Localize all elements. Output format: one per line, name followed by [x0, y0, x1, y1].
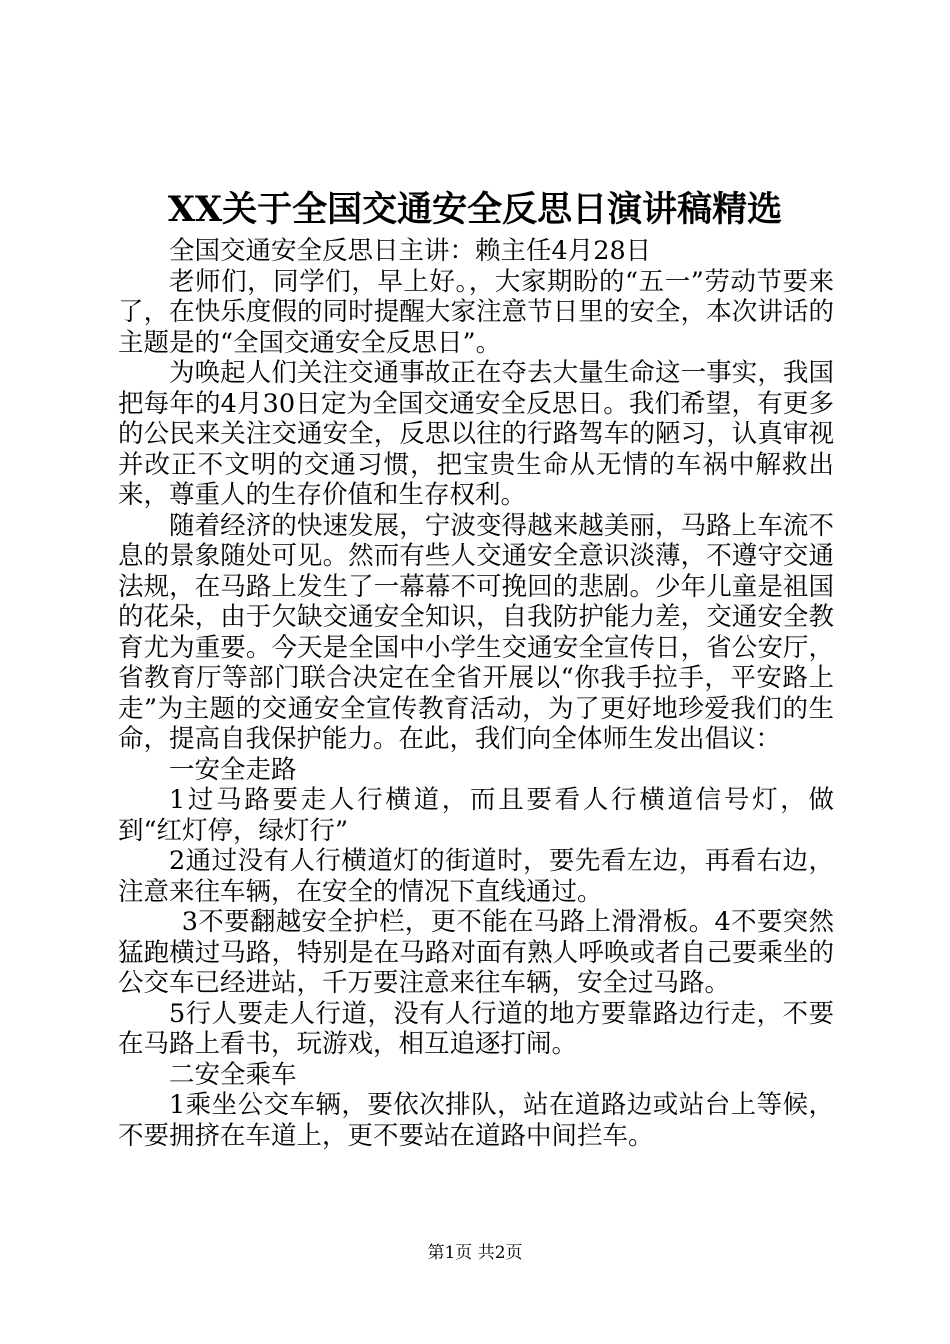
page-footer: 第1页 共2页: [427, 1243, 523, 1263]
section-heading-walking: 一安全走路: [169, 754, 297, 785]
riding-item-1: 1乘坐公交车辆，要依次排队，站在道路边或站台上等候，不要拥挤在车道上，更不要站在道路中间拦车。: [118, 1090, 834, 1151]
paragraph-background: 随着经济的快速发展，宁波变得越来越美丽，马路上车流不息的景象随处可见。然而有些人交通安全意识淡薄，不遵守交通法规，在马路上发生了一幕幕不可挽回的悲剧。少年儿童是祖国的花朵，由于欠缺交通安全知识，自我防护能力差，交通安全教育尤为重要。今天是全国中小学生交通安全宣传日，省公安厅，省教育厅等部门联合决定在全省开展以“你我手拉手，平安路上走”为主题的交通安全宣传教育活动，为了更好地珍爱我们的生命，提高自我保护能力。在此，我们向全体师生发出倡议：: [118, 510, 834, 754]
paragraph-greeting: 老师们，同学们，早上好。，大家期盼的“五一”劳动节要来了，在快乐度假的同时提醒大家注意节日里的安全，本次讲话的主题是的“全国交通安全反思日”。: [118, 266, 834, 358]
walking-item-2: 2通过没有人行横道灯的街道时，要先看左边，再看右边，注意来往车辆，在安全的情况下直线通过。: [118, 846, 834, 907]
walking-item-3-4: 3不要翻越安全护栏，更不能在马路上滑滑板。4不要突然猛跑横过马路，特别是在马路对面有熟人呼唤或者自己要乘坐的公交车已经进站，千万要注意来往车辆，安全过马路。: [118, 907, 834, 998]
walking-item-5: 5行人要走人行道，没有人行道的地方要靠路边行走，不要在马路上看书，玩游戏，相互追逐打闹。: [118, 998, 834, 1059]
paragraph-purpose: 为唤起人们关注交通事故正在夺去大量生命这一事实，我国把每年的4月30日定为全国交通安全反思日。我们希望，有更多的公民来关注交通安全，反思以往的行路驾车的陋习，认真审视并改正不文明的交通习惯，把宝贵生命从无情的车祸中解救出来，尊重人的生存价值和生存权利。: [118, 358, 834, 510]
walking-item-1: 1过马路要走人行横道，而且要看人行横道信号灯，做到“红灯停，绿灯行”: [118, 785, 834, 846]
document-body: [118, 236, 834, 1151]
document-title: XX关于全国交通安全反思日演讲稿精选: [167, 189, 783, 230]
paragraph-intro-line: 全国交通安全反思日主讲：赖主任4月28日: [169, 236, 652, 266]
section-heading-riding: 二安全乘车: [169, 1059, 297, 1090]
